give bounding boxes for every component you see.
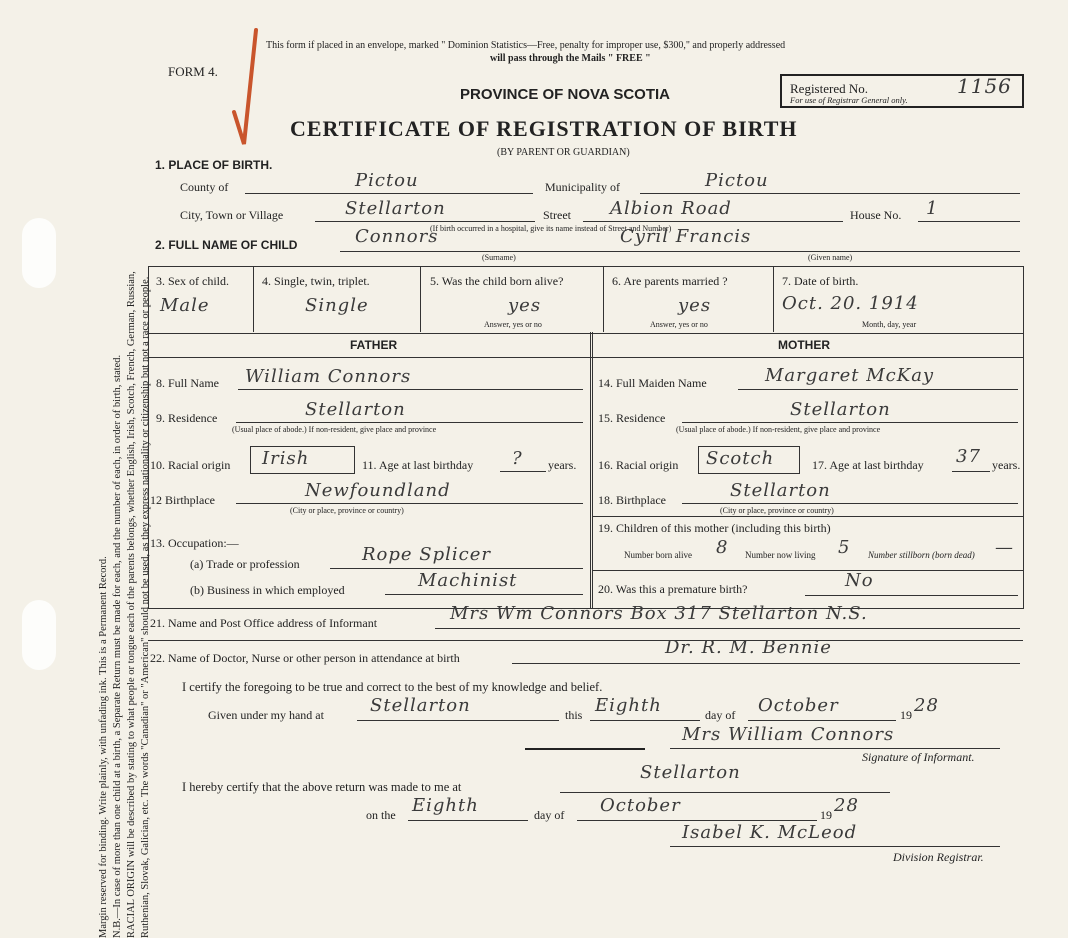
page-subtitle: (BY PARENT OR GUARDIAN)	[497, 147, 630, 158]
given-note: (Given name)	[808, 253, 853, 262]
alive-value: yes	[508, 295, 542, 316]
street-value: Albion Road	[610, 198, 732, 219]
postal-notice-1: This form if placed in an envelope, marked " Dominion Statistics—Free, penalty for improper use, $300," and properly addressed	[266, 40, 786, 51]
mother-name: Margaret McKay	[765, 365, 935, 386]
red-check-mark	[228, 26, 264, 153]
married-value: yes	[678, 295, 712, 316]
father-heading: FATHER	[350, 338, 398, 352]
registered-box	[780, 74, 1024, 108]
mother-age: 37	[956, 446, 981, 467]
hospital-note: (If birth occurred in a hospital, give its name instead of Street and Number)	[430, 224, 672, 233]
father-res-note: (Usual place of abode.) If non-resident, give place and province	[232, 425, 437, 434]
doctor-value: Dr. R. M. Bennie	[665, 637, 832, 658]
business-value: Machinist	[418, 570, 518, 591]
father-racial-label: 10. Racial origin	[150, 458, 231, 472]
place-heading: 1. PLACE OF BIRTH.	[155, 158, 273, 172]
married-note: Answer, yes or no	[650, 320, 708, 329]
registrar-year: 28	[834, 795, 859, 816]
mother-years: years.	[992, 458, 1021, 472]
mother-name-label: 14. Full Maiden Name	[598, 376, 707, 390]
sex-label: 3. Sex of child.	[156, 274, 229, 288]
county-label: County of	[180, 180, 229, 194]
mother-birthplace: Stellarton	[730, 480, 831, 501]
side-line-2: N.B.—In case of more than one child at a birth, a Separate Return must be made for each, and the number of each, in order of birth, stated.	[112, 354, 123, 938]
house-label: House No.	[850, 208, 902, 222]
registrar-day: Eighth	[412, 795, 479, 816]
father-name-label: 8. Full Name	[156, 376, 219, 390]
alive-label: 5. Was the child born alive?	[430, 274, 564, 288]
binding-hole-bottom	[22, 600, 56, 670]
informant-signature: Mrs William Connors	[682, 724, 895, 745]
date-note: Month, day, year	[862, 320, 917, 329]
surname-note: (Surname)	[482, 253, 516, 262]
binding-hole-top	[22, 218, 56, 288]
child-name-label: 2. FULL NAME OF CHILD	[155, 238, 298, 252]
now-living-value: 5	[838, 537, 851, 558]
this-label: this	[565, 708, 583, 722]
certify-line: I certify the foregoing to be true and correct to the best of my knowledge and belief.	[182, 680, 603, 694]
city-value: Stellarton	[345, 198, 446, 219]
registrar-year-prefix: 19	[820, 808, 832, 822]
sex-value: Male	[160, 295, 210, 316]
born-alive-label: Number born alive	[624, 550, 692, 560]
father-birthplace: Newfoundland	[305, 480, 451, 501]
province-heading: PROVINCE OF NOVA SCOTIA	[460, 86, 671, 103]
stillborn-value: —	[995, 537, 1014, 558]
alive-note: Answer, yes or no	[484, 320, 542, 329]
mother-racial-label: 16. Racial origin	[598, 458, 679, 472]
informant-label: 21. Name and Post Office address of Informant	[150, 616, 378, 630]
child-surname: Connors	[355, 226, 439, 247]
city-label: City, Town or Village	[180, 208, 284, 222]
trade-label: (a) Trade or profession	[190, 557, 300, 571]
certify-day: Eighth	[595, 695, 662, 716]
mother-heading: MOTHER	[778, 338, 830, 352]
mother-birth-note: (City or place, province or country)	[720, 506, 834, 515]
county-value: Pictou	[355, 170, 419, 191]
given-place: Stellarton	[370, 695, 471, 716]
children-label: 19. Children of this mother (including this birth)	[598, 521, 831, 535]
mother-res-note: (Usual place of abode.) If non-resident, give place and province	[676, 425, 881, 434]
registrar-line: I hereby certify that the above return was made to me at	[182, 780, 462, 794]
certify-day-of: day of	[705, 708, 736, 722]
registered-label: Registered No.	[790, 81, 868, 96]
form-number: FORM 4.	[168, 64, 218, 79]
mother-age-label: 17. Age at last birthday	[812, 458, 924, 472]
father-res: Stellarton	[305, 399, 406, 420]
father-res-label: 9. Residence	[156, 411, 218, 425]
mother-racial: Scotch	[706, 448, 775, 469]
side-line-3: RACIAL ORIGIN will be described by stating to what people or tongue each of the parents belongs, whether English, Irish, Scotch, French, German, Russian,	[126, 271, 137, 938]
mother-birthplace-label: 18. Birthplace	[598, 493, 666, 507]
registered-value: 1156	[957, 74, 1012, 98]
certify-year-prefix: 19	[900, 708, 912, 722]
house-value: 1	[926, 198, 939, 219]
street-label: Street	[543, 208, 571, 222]
father-racial: Irish	[262, 448, 310, 469]
occupation-label: 13. Occupation:—	[150, 536, 239, 550]
certify-month: October	[758, 695, 839, 716]
registrar-on-label: on the	[366, 808, 396, 822]
born-alive-value: 8	[716, 537, 729, 558]
mother-res: Stellarton	[790, 399, 891, 420]
informant-sig-label: Signature of Informant.	[862, 750, 975, 764]
registrar-month: October	[600, 795, 681, 816]
side-margin-notes	[97, 38, 153, 938]
registrar-sig-label: Division Registrar.	[893, 850, 984, 864]
registrar-day-of: day of	[534, 808, 565, 822]
page-title: CERTIFICATE OF REGISTRATION OF BIRTH	[290, 116, 798, 141]
municipality-label: Municipality of	[545, 180, 620, 194]
married-label: 6. Are parents married ?	[612, 274, 728, 288]
business-label: (b) Business in which employed	[190, 583, 345, 597]
premature-value: No	[845, 570, 874, 591]
municipality-value: Pictou	[705, 170, 769, 191]
father-age: ?	[512, 448, 523, 469]
postal-notice-2: will pass through the Mails " FREE "	[490, 53, 651, 64]
side-line-1: Margin reserved for binding. Write plainly, with unfading ink. This is a Permanent Record.	[98, 556, 109, 938]
father-name: William Connors	[245, 366, 412, 387]
father-birth-note: (City or place, province or country)	[290, 506, 404, 515]
registrar-place: Stellarton	[640, 762, 741, 783]
certify-year: 28	[914, 695, 939, 716]
date-value: Oct. 20. 1914	[782, 293, 919, 314]
side-line-4: Ruthenian, Slovak, Galician, etc. The words "Canadian" or "American" should not be used, as they express nationality or citizenship but not a race or people.	[140, 276, 151, 938]
informant-value: Mrs Wm Connors Box 317 Stellarton N.S.	[450, 603, 868, 624]
father-age-label: 11. Age at last birthday	[362, 458, 474, 472]
registered-note: For use of Registrar General only.	[790, 95, 908, 105]
now-living-label: Number now living	[745, 550, 816, 560]
given-label: Given under my hand at	[208, 708, 324, 722]
single-label: 4. Single, twin, triplet.	[262, 274, 370, 288]
premature-label: 20. Was this a premature birth?	[598, 582, 748, 596]
child-given-name: Cyril Francis	[620, 226, 752, 247]
trade-value: Rope Splicer	[362, 544, 491, 565]
date-label: 7. Date of birth.	[782, 274, 859, 288]
father-years: years.	[548, 458, 577, 472]
doctor-label: 22. Name of Doctor, Nurse or other person in attendance at birth	[150, 651, 460, 665]
stillborn-label: Number stillborn (born dead)	[868, 550, 975, 560]
single-value: Single	[305, 295, 369, 316]
mother-res-label: 15. Residence	[598, 411, 666, 425]
father-birthplace-label: 12 Birthplace	[150, 493, 215, 507]
registrar-signature: Isabel K. McLeod	[682, 822, 858, 843]
